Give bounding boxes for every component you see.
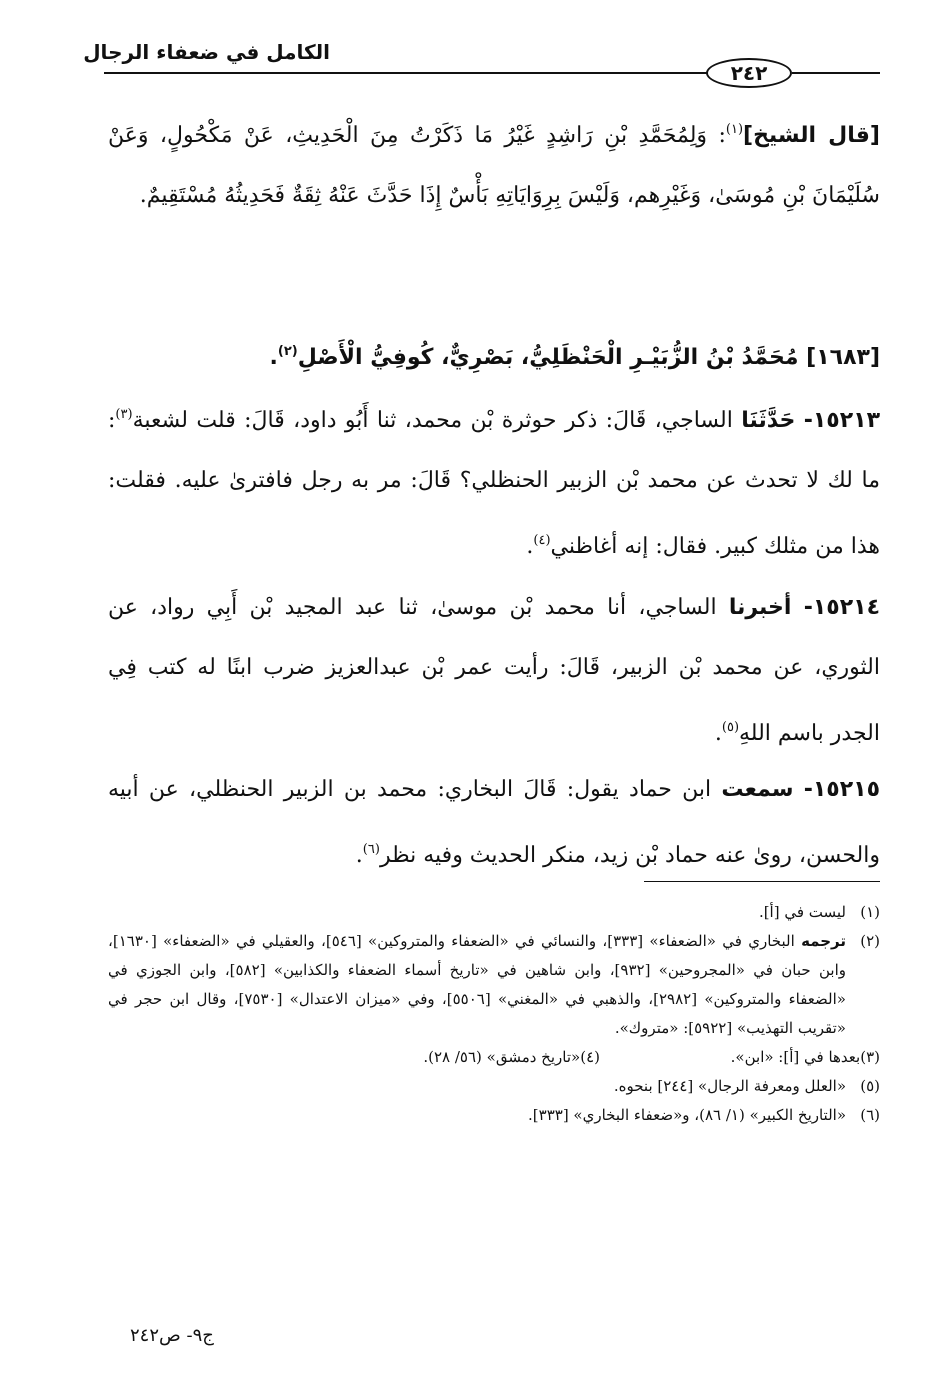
footnotes — [108, 898, 880, 1130]
footnote-ref: (١) — [725, 122, 744, 137]
header-rule — [104, 72, 707, 74]
footnote-text — [108, 927, 846, 1043]
hadith-15214 — [108, 578, 880, 764]
paragraph-sheikh-comment — [108, 100, 880, 226]
footnote-text: «تاريخ دمشق» (٥٦/ ٢٨). — [423, 1048, 581, 1066]
bold-lead: [قال الشيخ] — [743, 123, 880, 148]
hadith-lead: أخبرنا — [728, 595, 792, 620]
hadith-end: . — [714, 721, 722, 746]
footnote-separator — [644, 881, 880, 882]
hadith-number: ١٥٢١٣- — [803, 408, 880, 433]
footnote-ref: (٤) — [533, 533, 551, 548]
footnote-text: ليست في [أ]. — [758, 903, 846, 921]
footnote-number: (٤) — [580, 1048, 600, 1066]
footnote-number: (٥) — [860, 1077, 880, 1095]
footnote-ref: (٢) — [277, 344, 298, 359]
footnote-3 — [600, 1043, 880, 1072]
footnote-lead: ترجمه — [801, 932, 846, 950]
footnote-number: (١) — [860, 903, 880, 921]
footnote-ref: (٦) — [362, 842, 380, 857]
entry-heading — [108, 322, 880, 388]
hadith-number: ١٥٢١٥- — [803, 777, 881, 802]
footnote-number: (٦) — [860, 1106, 880, 1124]
hadith-15213 — [108, 385, 880, 577]
footnote-1 — [108, 898, 880, 927]
footnote-6 — [108, 1101, 880, 1130]
footnote-body: البخاري في «الضعفاء» [٣٣٣]، والنسائي في «الضعفاء والمتروكين» [٥٤٦]، والعقيلي في «الضعفاء» [١٦٣٠]، وابن حبان في «المجروحين» [٩٣٢]، وابن شاهين في «تاريخ أسماء الضعفاء والكذابين» [٥٨٢]، وابن الجوزي في «الضعفاء والمتروكين» [٢٩٨٢]، والذهبي في «المغني» [٥٥٠٦]، وفي «ميزان الاعتدال» [٧٥٣٠]، وقال ابن حجر في «تقريب التهذيب» [٥٩٢٢]: «متروك». — [108, 932, 846, 1037]
footnote-number: (٢) — [860, 932, 880, 950]
footnote-text: بعدها في [أ]: «ابن». — [730, 1048, 861, 1066]
hadith-15215 — [108, 760, 880, 886]
hadith-text: ابن حماد يقول: قَالَ البخاري: محمد بن الزبير الحنظلي، عن أبيه والحسن، روىٰ عنه حماد بْن زيد، منكر الحديث وفيه نظر — [108, 777, 880, 868]
footnote-ref: (٣) — [115, 407, 133, 422]
header-rule-end — [792, 72, 880, 74]
footnote-ref: (٥) — [721, 720, 740, 735]
footnotes-3-4 — [108, 1043, 880, 1072]
page-number-badge: ٢٤٢ — [706, 58, 792, 88]
volume-page-folio: ج٩- ص٢٤٢ — [130, 1325, 214, 1346]
hadith-lead: حَدَّثَنَا — [741, 408, 796, 433]
footnote-number: (٣) — [860, 1048, 880, 1066]
hadith-end: . — [355, 843, 363, 868]
footnote-text: «العلل ومعرفة الرجال» [٢٤٤] بنحوه. — [613, 1077, 846, 1095]
entry-heading-text: [١٦٨٣] مُحَمَّدُ بْنُ الزُّبَيْـرِ الْحَنْظَلِيُّ، بَصْرِيٌّ، كُوفِيُّ الْأَصْلِ — [297, 345, 880, 370]
running-title: الكامل في ضعفاء الرجال — [83, 40, 330, 64]
footnote-4 — [320, 1043, 600, 1072]
footnote-2 — [108, 927, 880, 1043]
hadith-end: . — [526, 534, 534, 559]
footnote-text: «التاريخ الكبير» (١/ ٨٦)، و«ضعفاء البخاري» [٣٣٣]. — [528, 1106, 846, 1124]
hadith-number: ١٥٢١٤- — [803, 595, 880, 620]
entry-heading-end: . — [269, 345, 278, 370]
hadith-text: الساجي، أنا محمد بْن موسىٰ، ثنا عبد المجيد بْن أَبِي رواد، عن الثوري، عن محمد بْن الزبير، قَالَ: رأيت عمر بْن عبدالعزيز ضرب ابنًا له كتب فِي الجدر باسم اللهِ — [108, 595, 880, 746]
hadith-lead: سمعت — [721, 777, 794, 802]
hadith-text-continued: : ما لك لا تحدث عن محمد بْن الزبير الحنظلي؟ قَالَ: مر به رجل فافترىٰ عليه. فقلت: هذا من مثلك كبير. فقال: إنه أغاظني — [108, 408, 880, 559]
footnote-5 — [108, 1072, 880, 1101]
paragraph-text: : وَلِمُحَمَّدِ بْنِ رَاشِدٍ غَيْرُ مَا ذَكَرْتُ مِنَ الْحَدِيثِ، عَنْ مَكْحُولٍ، وَعَنْ سُلَيْمَانَ بْنِ مُوسَىٰ، وَغَيْرِهم، وَلَيْسَ بِرِوَايَاتِهِ بَأْسٌ إِذَا حَدَّثَ عَنْهُ ثِقَةٌ فَحَدِيثُهُ مُسْتَقِيمٌ. — [108, 123, 880, 208]
hadith-text: الساجي، قَالَ: ذكر حوثرة بْن محمد، ثنا أَبُو داود، قَالَ: قلت لشعبة — [132, 408, 733, 433]
